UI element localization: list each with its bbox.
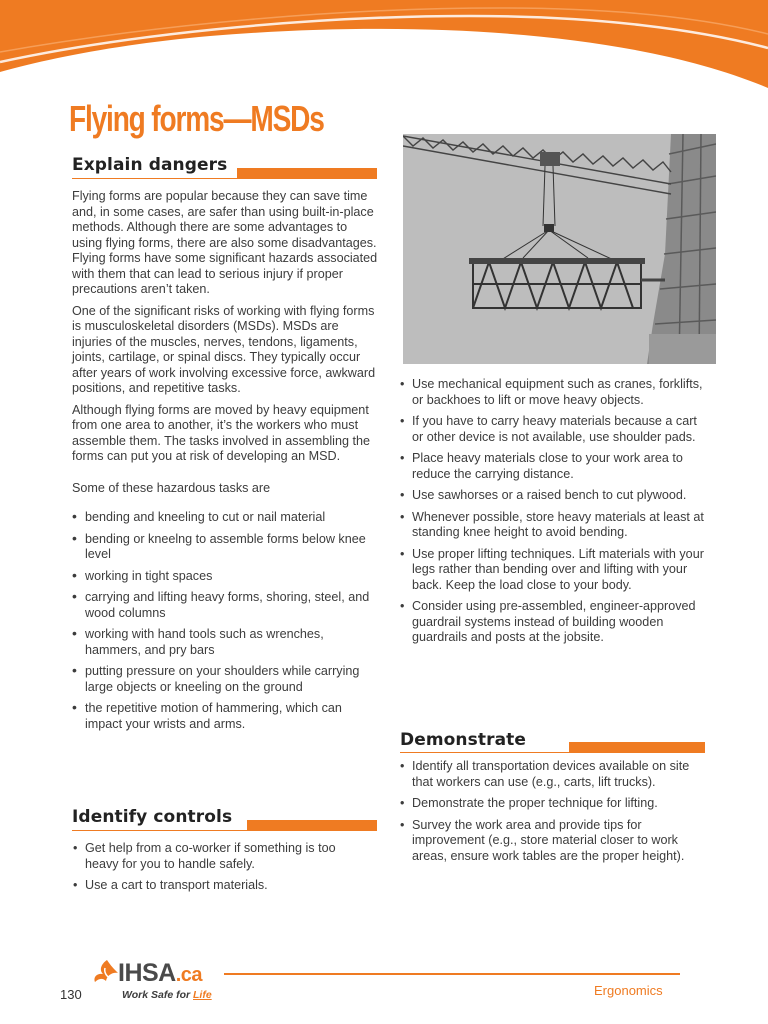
paragraph: Some of these hazardous tasks are — [72, 480, 271, 495]
list-item: • carrying and lifting heavy forms, shoring, steel, and wood columns — [72, 590, 380, 621]
paragraph: Although flying forms are moved by heavy equipment from one area to another, it’s the workers who must assemble them. The tasks involved in assembling the forms can put you at risk of developing an MSD. — [72, 402, 370, 463]
list-item: • Use sawhorses or a raised bench to cut plywood. — [399, 488, 711, 504]
list-item: • working in tight spaces — [72, 569, 380, 585]
controls-list-left — [72, 841, 372, 900]
header-banner — [0, 0, 768, 110]
controls-list-right — [399, 377, 711, 652]
tagline-text: Work Safe for — [122, 989, 193, 1001]
footer-divider — [224, 973, 680, 975]
crane-photo — [403, 134, 716, 364]
demonstrate-heading-rule — [400, 739, 705, 753]
list-item: • Consider using pre-assembled, engineer-approved guardrail systems instead of building wooden guardrails and posts at the jobsite. — [399, 599, 711, 646]
explain-heading-rule — [72, 165, 377, 179]
logo-domain: .ca — [175, 964, 203, 986]
list-item: • If you have to carry heavy materials because a cart or other device is not available, use shoulder pads. — [399, 414, 711, 445]
list-item: • working with hand tools such as wrenches, hammers, and pry bars — [72, 627, 380, 658]
list-item: • Survey the work area and provide tips for improvement (e.g., store material closer to work areas, ensure work tables are the proper height). — [399, 818, 711, 865]
section-name: Ergonomics — [594, 983, 663, 998]
logo-brand: IHSA — [118, 959, 176, 987]
list-item: • Identify all transportation devices available on site that workers can use (e.g., carts, lift trucks). — [399, 759, 711, 790]
explain-body — [72, 189, 380, 738]
paragraph: One of the significant risks of working with flying forms is musculoskeletal disorders (MSDs). MSDs are injuries of the muscles, nerves, tendons, ligaments, joints, cartilage, or spinal discs. They typically occur after years of work involving excessive force, awkward positions, and repetitive tasks. — [72, 303, 376, 395]
paragraph: Flying forms are popular because they can save time and, in some cases, are safer than using built-in-place methods. Although there are some advantages to using flying forms, there are also some disadvantages. Flying forms have some significant hazards associated with them that can lead to serious injury if proper precautions aren’t taken. — [72, 189, 378, 296]
tagline-emphasis: Life — [193, 989, 212, 1001]
list-item: • Use proper lifting techniques. Lift materials with your legs rather than bending over and lifting with your back. Keep the load close to your body. — [399, 547, 711, 594]
list-item: • Get help from a co-worker if something is too heavy for you to handle safely. — [72, 841, 372, 872]
list-item: • the repetitive motion of hammering, which can impact your wrists and arms. — [72, 701, 380, 732]
logo-tagline — [122, 989, 212, 1001]
explain-heading: Explain dangers — [72, 155, 228, 175]
list-item: • Use a cart to transport materials. — [72, 878, 372, 894]
page-title: Flying forms—MSDs — [69, 98, 324, 139]
list-item: • Whenever possible, store heavy materials at least at standing knee height to avoid bending. — [399, 510, 711, 541]
list-item: • putting pressure on your shoulders while carrying large objects or kneeling on the ground — [72, 664, 380, 695]
controls-heading: Identify controls — [72, 807, 233, 827]
list-item: • Place heavy materials close to your work area to reduce the carrying distance. — [399, 451, 711, 482]
list-item: • bending or kneelng to assemble forms below knee level — [72, 532, 380, 563]
demonstrate-list — [399, 759, 711, 870]
list-item: • Use mechanical equipment such as cranes, forklifts, or backhoes to lift or move heavy objects. — [399, 377, 711, 408]
ihsa-logo — [118, 959, 202, 988]
page-number: 130 — [60, 987, 82, 1002]
controls-heading-rule — [72, 817, 377, 831]
list-item: • bending and kneeling to cut or nail material — [72, 510, 380, 526]
ihsa-logo-icon — [91, 958, 121, 988]
hazard-task-list — [72, 510, 380, 732]
list-item: • Demonstrate the proper technique for lifting. — [399, 796, 711, 812]
demonstrate-heading: Demonstrate — [400, 730, 526, 750]
